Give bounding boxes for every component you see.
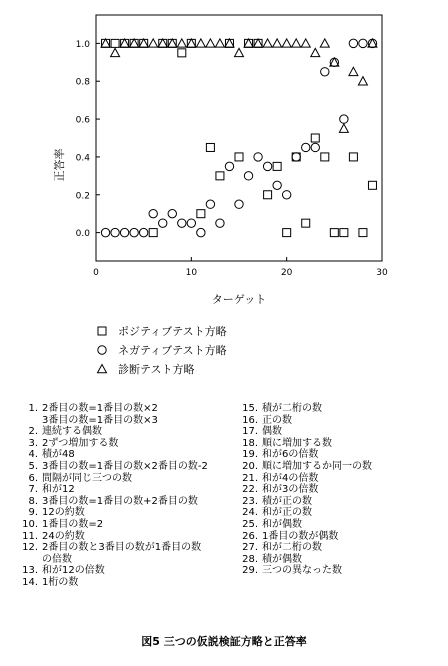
circle-point (340, 115, 348, 123)
square-point (321, 153, 329, 161)
square-point (311, 134, 319, 142)
triangle-point (263, 39, 272, 47)
triangle-point (206, 39, 215, 47)
target-description: 3番目の数=1番目の数×2番目の数-2 (42, 460, 208, 472)
target-item (234, 426, 372, 438)
square-point (302, 219, 310, 227)
triangle-point (301, 39, 310, 47)
target-description: 和が3の倍数 (262, 484, 319, 496)
triangle-point (158, 39, 167, 47)
circle-point (349, 39, 357, 47)
target-item (234, 531, 372, 543)
square-point (349, 153, 357, 161)
target-description: 間隔が同じ三つの数 (42, 472, 132, 484)
target-description: 和が4の倍数 (262, 472, 319, 484)
x-axis-ticks (93, 257, 388, 278)
x-tick-label: 0 (93, 268, 99, 278)
target-item (14, 496, 208, 508)
circle-point (149, 209, 157, 217)
target-item (234, 554, 372, 566)
triangle-marker-icon (94, 362, 114, 376)
legend-item-circle (94, 341, 227, 359)
target-item (234, 496, 372, 508)
triangle-point (187, 39, 196, 47)
legend-label: ポジティブテスト方略 (118, 325, 227, 338)
target-number: 13. (22, 565, 38, 577)
target-list-left (14, 403, 208, 589)
triangle-point (292, 39, 301, 47)
target-description: 和が二桁の数 (262, 542, 322, 554)
square-point (283, 229, 291, 237)
target-number: 21. (242, 472, 258, 484)
triangle-point (282, 39, 291, 47)
triangle-point (120, 39, 129, 47)
target-item (14, 519, 208, 531)
circle-point (282, 191, 290, 199)
target-item (234, 484, 372, 496)
target-description: 2番目の数と3番目の数が1番目の数 の倍数 (42, 542, 202, 565)
target-description: 順に増加するか同一の数 (262, 460, 372, 472)
legend-label: ネガティブテスト方略 (118, 344, 227, 357)
target-description: 積が正の数 (262, 495, 312, 507)
triangle-point (225, 39, 234, 47)
target-item (14, 565, 208, 577)
target-number: 2. (28, 426, 38, 438)
square-point (149, 229, 157, 237)
square-point (216, 172, 224, 180)
target-description: 1番目の数=2 (42, 518, 104, 530)
target-description: 連続する偶数 (42, 426, 102, 438)
target-number: 12. (22, 542, 38, 554)
target-description: 2ずつ増加する数 (42, 437, 119, 449)
target-description: 和が6の倍数 (262, 449, 319, 461)
square-point (340, 229, 348, 237)
y-tick-label: 1.0 (75, 39, 90, 50)
triangle-point (311, 48, 320, 56)
triangle-point (139, 39, 148, 47)
triangle-point (358, 77, 367, 85)
target-number: 26. (242, 530, 258, 542)
target-item (14, 484, 208, 496)
target-number: 23. (242, 495, 258, 507)
circle-point (159, 219, 167, 227)
target-number: 3. (28, 437, 38, 449)
target-item (234, 415, 372, 427)
circle-point (273, 181, 281, 189)
target-item (14, 507, 208, 519)
legend-item-square (94, 322, 227, 340)
triangle-point (235, 48, 244, 56)
target-number: 15. (242, 403, 258, 414)
target-description: 2番目の数=1番目の数×2 3番目の数=1番目の数×3 (42, 403, 158, 426)
triangle-point (320, 39, 329, 47)
target-item (14, 449, 208, 461)
square-point (235, 153, 243, 161)
y-tick-label: 0.6 (75, 115, 90, 126)
triangle-point (168, 39, 177, 47)
legend-item-triangle (94, 360, 195, 378)
y-tick-label: 0.2 (75, 191, 90, 202)
target-number: 18. (242, 437, 258, 449)
triangle-point (196, 39, 205, 47)
figure-caption: 図5 三つの仮説検証方略と正答率 (141, 635, 307, 648)
square-point (264, 191, 272, 199)
target-item (14, 461, 208, 473)
triangle-point (215, 39, 224, 47)
circle-point (111, 228, 119, 236)
triangle-point (339, 124, 348, 132)
square-point (273, 162, 281, 170)
target-number: 16. (242, 414, 258, 426)
target-number: 27. (242, 542, 258, 554)
target-description: 積が二桁の数 (262, 403, 322, 414)
target-description: 偶数 (262, 426, 282, 438)
target-number: 5. (28, 460, 38, 472)
target-item (14, 542, 208, 565)
target-number: 17. (242, 426, 258, 438)
target-description: 和が正の数 (262, 507, 312, 519)
triangle-point (273, 39, 282, 47)
target-item (14, 438, 208, 450)
target-number: 8. (28, 495, 38, 507)
circle-point (139, 228, 147, 236)
square-point (330, 229, 338, 237)
target-item (234, 438, 372, 450)
y-axis-label: 正答率 (53, 148, 66, 182)
square-point (197, 210, 205, 218)
triangle-point (111, 48, 120, 56)
target-item (234, 473, 372, 485)
circle-point (216, 219, 224, 227)
legend-square-mark (98, 327, 106, 335)
triangle-point (244, 39, 253, 47)
target-number: 14. (22, 576, 38, 588)
plot-frame (96, 15, 382, 261)
circle-point (187, 219, 195, 227)
y-tick-label: 0.4 (75, 153, 90, 164)
target-description: 1番目の数が偶数 (262, 530, 339, 542)
target-description: 積が48 (42, 449, 75, 461)
target-item (234, 565, 372, 577)
legend-label: 診断テスト方略 (118, 363, 195, 376)
x-tick-label: 20 (280, 268, 293, 278)
target-number: 22. (242, 484, 258, 496)
circle-marker-icon (94, 343, 114, 357)
target-description: 順に増加する数 (262, 437, 332, 449)
target-number: 29. (242, 565, 258, 577)
target-number: 4. (28, 449, 38, 461)
target-number: 11. (22, 530, 38, 542)
target-number: 25. (242, 518, 258, 530)
target-number: 6. (28, 472, 38, 484)
target-item (14, 473, 208, 485)
triangle-point (130, 39, 139, 47)
target-item (14, 426, 208, 438)
target-item (234, 542, 372, 554)
square-marker-icon (94, 324, 114, 338)
target-number: 19. (242, 449, 258, 461)
target-description: 1桁の数 (42, 576, 79, 588)
target-item (14, 403, 208, 426)
target-item (234, 461, 372, 473)
triangle-point (149, 39, 158, 47)
triangle-point (349, 67, 358, 75)
target-item (14, 577, 208, 589)
target-number: 28. (242, 553, 258, 565)
target-description: 3番目の数=1番目の数+2番目の数 (42, 495, 198, 507)
circle-point (302, 143, 310, 151)
circle-point (292, 153, 300, 161)
target-description: 三つの異なった数 (262, 565, 342, 577)
circle-point (120, 228, 128, 236)
circle-point (244, 172, 252, 180)
square-point (368, 181, 376, 189)
target-item (234, 449, 372, 461)
circle-point (178, 219, 186, 227)
target-description: 積が偶数 (262, 553, 302, 565)
square-point (111, 39, 119, 47)
circle-point (225, 162, 233, 170)
target-item (234, 507, 372, 519)
legend-circle-mark (98, 346, 106, 354)
target-number: 1. (28, 403, 38, 414)
circle-point (254, 153, 262, 161)
target-description: 12の約数 (42, 507, 85, 519)
x-axis-label: ターゲット (211, 293, 267, 306)
legend-triangle-mark (98, 365, 107, 373)
target-item (14, 531, 208, 543)
circle-point (206, 200, 214, 208)
target-description: 和が12 (42, 484, 75, 496)
circle-point (101, 228, 109, 236)
data-points (101, 39, 377, 237)
circle-point (359, 39, 367, 47)
target-number: 9. (28, 507, 38, 519)
target-number: 24. (242, 507, 258, 519)
circle-point (130, 228, 138, 236)
triangle-point (254, 39, 263, 47)
target-item (234, 519, 372, 531)
x-tick-label: 30 (376, 268, 388, 278)
x-tick-label: 10 (185, 268, 198, 278)
triangle-point (177, 39, 186, 47)
circle-point (321, 68, 329, 76)
target-description: 和が12の倍数 (42, 565, 105, 577)
circle-point (168, 209, 176, 217)
circle-point (197, 228, 205, 236)
circle-point (311, 143, 319, 151)
target-number: 20. (242, 460, 258, 472)
square-point (206, 143, 214, 151)
scatter-chart (0, 0, 448, 320)
square-point (178, 49, 186, 57)
y-tick-label: 0.8 (75, 77, 90, 88)
circle-point (263, 162, 271, 170)
target-item (234, 403, 372, 415)
target-description: 和が偶数 (262, 518, 302, 530)
triangle-point (101, 39, 110, 47)
target-list-right (234, 403, 372, 577)
target-number: 7. (28, 484, 38, 496)
target-number: 10. (22, 518, 38, 530)
target-description: 正の数 (262, 414, 292, 426)
y-tick-label: 0.0 (75, 229, 90, 240)
square-point (359, 229, 367, 237)
circle-point (235, 200, 243, 208)
target-description: 24の約数 (42, 530, 85, 542)
